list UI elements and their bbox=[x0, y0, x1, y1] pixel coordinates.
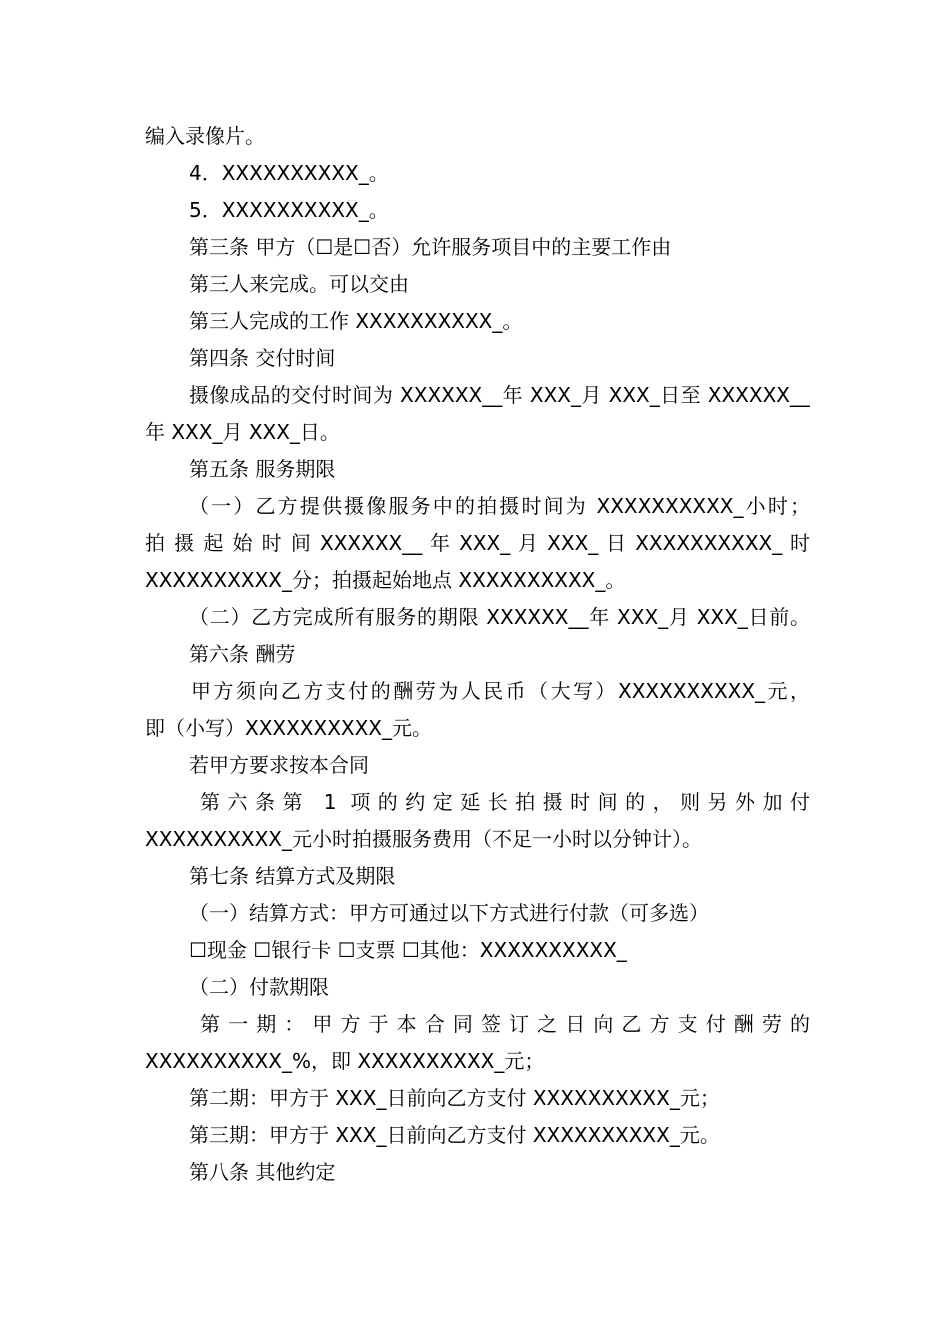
text-line: 第二期：甲方于 XXX_日前向乙方支付 XXXXXXXXXX_元； bbox=[189, 1086, 720, 1110]
checkbox-options-line: ☐现金 ☐银行卡 ☐支票 ☐其他：XXXXXXXXXX_ bbox=[189, 938, 627, 962]
text-line: 甲方须向乙方支付的酬劳为人民币（大写）XXXXXXXXXX_元， bbox=[191, 679, 810, 703]
text-line: 第三期：甲方于 XXX_日前向乙方支付 XXXXXXXXXX_元。 bbox=[189, 1123, 720, 1147]
text-line: 拍 摄 起 始 时 间 XXXXXX__ 年 XXX_ 月 XXX_ 日 XXXXXXXXXX_ 时 bbox=[145, 531, 810, 555]
document-body bbox=[145, 118, 810, 1191]
article-6-heading: 第六条 酬劳 bbox=[189, 642, 296, 666]
text-line: 年 XXX_月 XXX_日。 bbox=[145, 420, 340, 444]
list-item: 4．XXXXXXXXXX_。 bbox=[189, 161, 389, 185]
text-line: 摄像成品的交付时间为 XXXXXX__年 XXX_月 XXX_日至 XXXXXX__ bbox=[189, 383, 810, 407]
text-line: XXXXXXXXXX_元小时拍摄服务费用（不足一小时以分钟计）。 bbox=[145, 827, 703, 851]
text-line: 第六条第 1 项的约定延长拍摄时间的，则另外加付 bbox=[200, 790, 810, 814]
text-line: 编入录像片。 bbox=[145, 124, 265, 148]
article-3-heading: 第三条 甲方（☐是☐否）允许服务项目中的主要工作由 bbox=[189, 235, 672, 259]
text-line: XXXXXXXXXX_%，即 XXXXXXXXXX_元； bbox=[145, 1049, 545, 1073]
text-line: （二）付款期限 bbox=[189, 975, 329, 999]
article-7-heading: 第七条 结算方式及期限 bbox=[189, 864, 396, 888]
article-5-heading: 第五条 服务期限 bbox=[189, 457, 336, 481]
text-line: （一）结算方式：甲方可通过以下方式进行付款（可多选） bbox=[189, 901, 709, 925]
text-line: XXXXXXXXXX_分；拍摄起始地点 XXXXXXXXXX_。 bbox=[145, 568, 626, 592]
text-line: 第一期：甲方于本合同签订之日向乙方支付酬劳的 bbox=[200, 1012, 810, 1036]
text-line: 第三人来完成。可以交由 bbox=[189, 272, 409, 296]
article-8-heading: 第八条 其他约定 bbox=[189, 1160, 336, 1184]
article-4-heading: 第四条 交付时间 bbox=[189, 346, 336, 370]
text-line: 若甲方要求按本合同 bbox=[189, 753, 369, 777]
text-line: （二）乙方完成所有服务的期限 XXXXXX__年 XXX_月 XXX_日前。 bbox=[189, 605, 810, 629]
text-line: 第三人完成的工作 XXXXXXXXXX_。 bbox=[189, 309, 523, 333]
list-item: 5．XXXXXXXXXX_。 bbox=[189, 198, 389, 222]
text-line: 即（小写）XXXXXXXXXX_元。 bbox=[145, 716, 433, 740]
text-line: （一）乙方提供摄像服务中的拍摄时间为 XXXXXXXXXX_小时； bbox=[189, 494, 810, 518]
